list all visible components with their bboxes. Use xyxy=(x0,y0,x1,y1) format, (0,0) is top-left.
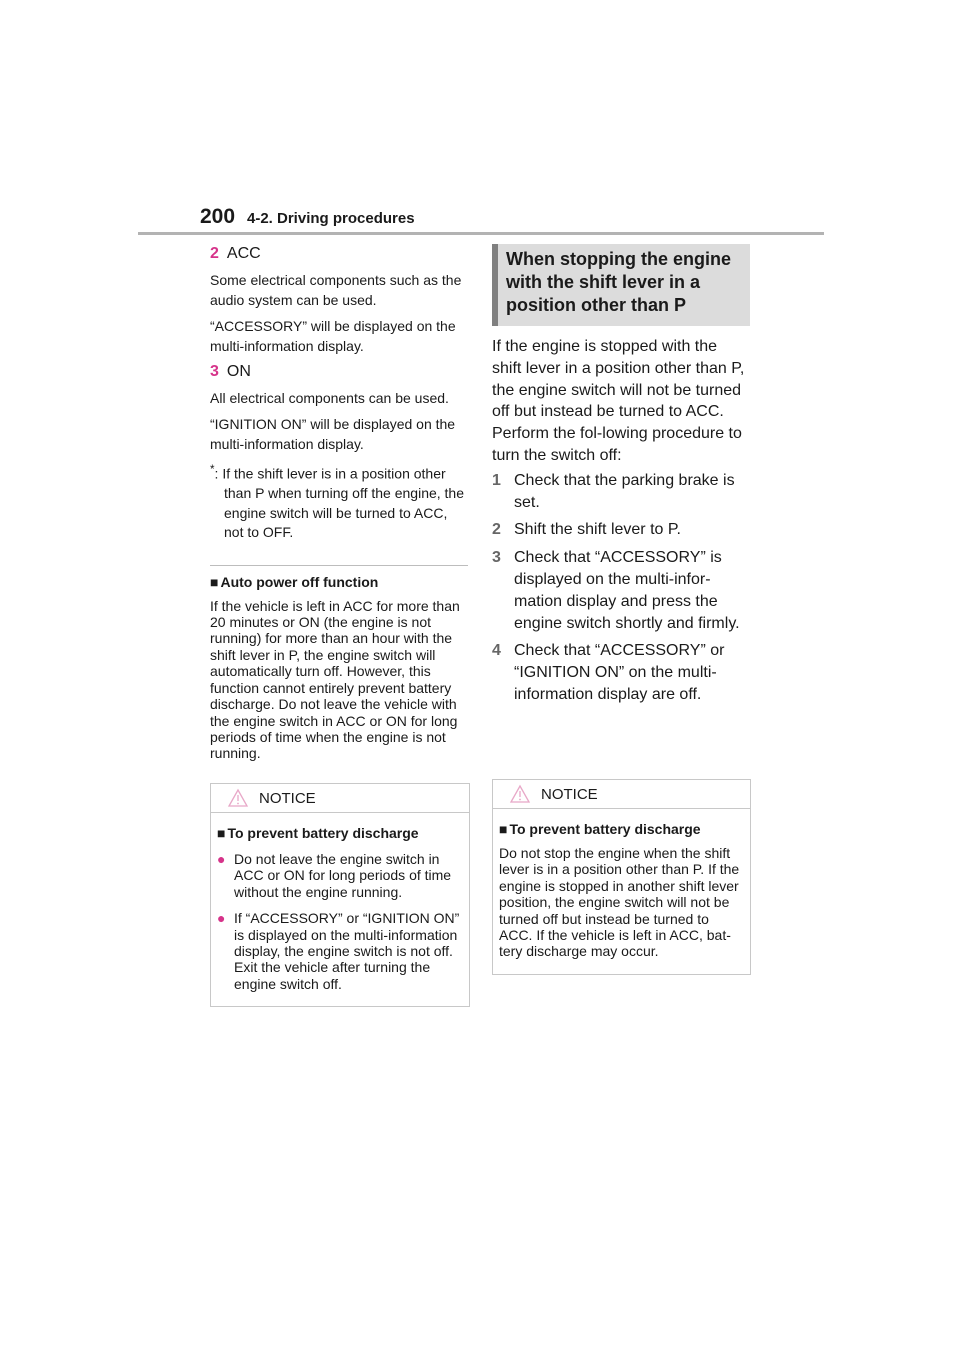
notice-label: NOTICE xyxy=(541,786,598,803)
intro-text: If the engine is stopped with the shift lever in a position other than P, the engine switch will not be turned off but instead be turned to ACC. Perform the fol-lowing procedure to turn the switch off: xyxy=(492,338,745,464)
step-on: 3 ON xyxy=(210,363,251,380)
bullet-icon: ● xyxy=(217,851,226,867)
auto-off-body: If the vehicle is left in ACC for more than 20 minutes or ON (the engine is not running) for more than an hour with the shift lever in P, the engine switch will automatically turn off. However, this function cannot entirely prevent battery discharge. Do not leave the vehicle with the engine switch in ACC or ON for long periods of time when the engine is not running. xyxy=(210,597,460,762)
step-on-desc-2: “IGNITION ON” will be displayed on the multi-information display. xyxy=(210,416,456,452)
square-icon: ■ xyxy=(499,821,508,837)
procedure-step: 4 Check that “ACCESSORY” or “IGNITION ON” on the multi-information display are off. xyxy=(492,642,725,703)
notice-body-text: Do not stop the engine when the shift lever is in a position other than P. If the engine is stopped in another shift lever position, the engine switch will not be turned off but instead be turned to ACC. If the vehicle is left in ACC, bat-tery discharge may occur. xyxy=(499,845,740,960)
notice-header xyxy=(211,784,469,813)
right-column xyxy=(492,244,750,706)
notice-bullet: ● If “ACCESSORY” or “IGNITION ON” is displayed on the multi-information display, the engine switch is not off. Exit the vehicle after turning the engine switch off. xyxy=(217,910,460,992)
notice-box-right xyxy=(492,779,751,975)
procedure-step: 2 Shift the shift lever to P. xyxy=(492,521,681,539)
notice-title: ■ To prevent battery discharge xyxy=(499,821,701,837)
step-acc: 2 ACC xyxy=(210,245,261,262)
step-acc-desc-1: Some electrical components such as the audio system can be used. xyxy=(210,272,462,308)
notice-label: NOTICE xyxy=(259,790,316,807)
notice-title: ■ To prevent battery discharge xyxy=(217,825,419,841)
auto-off-title: ■ Auto power off function xyxy=(210,573,379,590)
section-heading: When stopping the engine with the shift lever in a position other than P xyxy=(506,249,731,315)
warning-icon xyxy=(227,788,249,808)
notice-header xyxy=(493,780,750,809)
step-on-desc-1: All electrical components can be used. xyxy=(210,390,449,406)
square-icon: ■ xyxy=(217,825,226,841)
square-icon: ■ xyxy=(210,573,219,590)
procedure-step: 3 Check that “ACCESSORY” is displayed on the multi-infor-mation display and press the engine switch shortly and firmly. xyxy=(492,549,740,632)
divider xyxy=(210,565,468,566)
page-header xyxy=(200,205,824,235)
bullet-icon: ● xyxy=(217,910,226,927)
page-number: 200 xyxy=(200,205,236,228)
notice-bullet: ● Do not leave the engine switch in ACC or ON for long periods of time without the engine running. xyxy=(217,851,452,900)
section-title: 4-2. Driving procedures xyxy=(247,210,415,227)
notice-box-left xyxy=(210,783,470,1007)
warning-icon xyxy=(509,784,531,804)
header-rule xyxy=(138,232,824,235)
step-acc-desc-2: “ACCESSORY” will be displayed on the multi-information display. xyxy=(210,318,456,354)
section-heading-band xyxy=(492,244,750,326)
left-column xyxy=(210,244,468,762)
footnote: *: If the shift lever is in a position other than P when turning off the engine, the engine switch will be turned to ACC, not to OFF. xyxy=(210,463,465,541)
procedure-step: 1 Check that the parking brake is set. xyxy=(492,471,735,511)
